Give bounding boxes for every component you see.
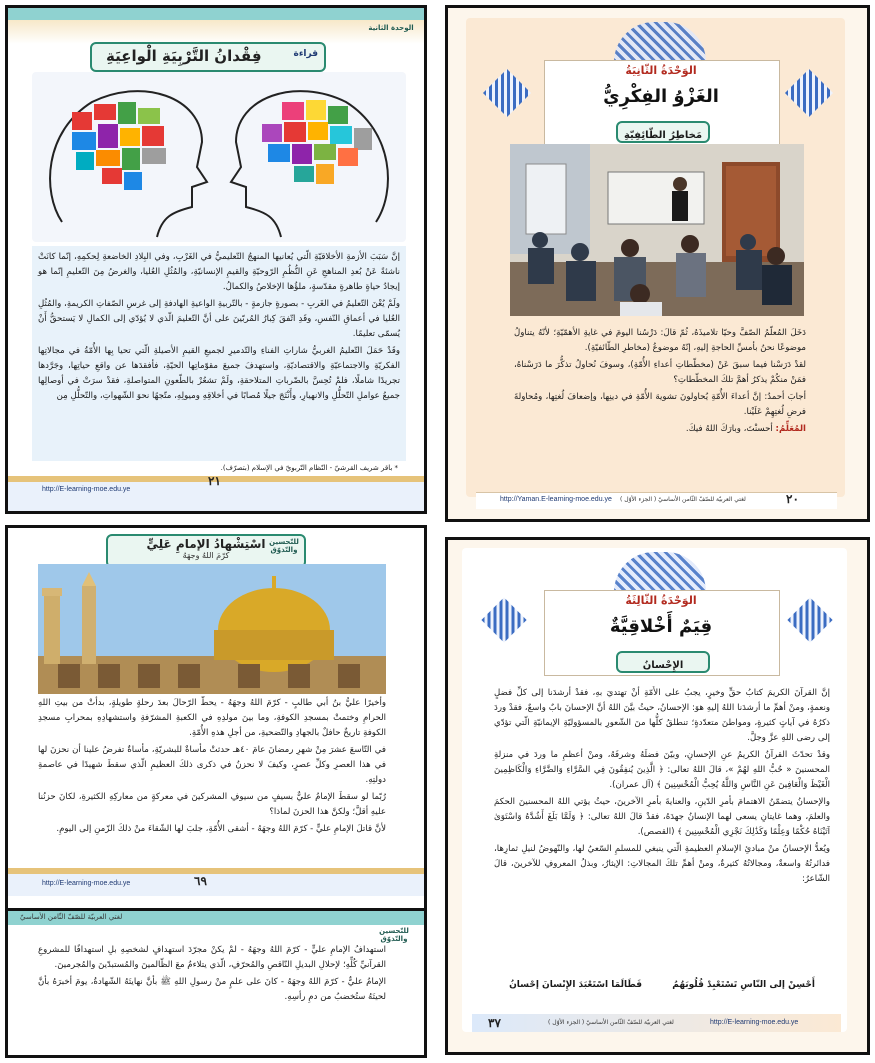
teacher-label: المُعَلِّمُ:	[775, 424, 806, 434]
paragraph: إنَّ سَبَبَ الأزمةِ الأخلاقيّةِ الّتي يُعانيها المنهجُ التّعليميُّ في الغَرْبِ، وفي البِلادِ الخاضعةِ لِحكمِهِ، إنّما كانَتْ ناشئةً عَنْ بُعدِ المناهجِ عَنِ النُّظُمِ الرّوحيّةِ والقيمِ الإنسانيّةِ، والمُثُلِ العُليا، والغرضُ مِنَ التّعليمِ إنّما هو إيجادُ حياةٍ طاهرةٍ مقدّسةٍ، ملؤُها الإخلاصُ والكمالُ.	[38, 252, 400, 292]
verse-first-half: أَحْسِنْ إلى النّاسِ تَسْتَعْبِدْ قُلُوبَهُمُ	[672, 980, 815, 990]
page-unit-two-intellectual-invasion	[445, 5, 870, 522]
header-band	[8, 20, 424, 44]
page-title-honorific: كرّمَ اللهُ وجهَهُ	[182, 551, 230, 560]
unit-corner-label: الوحدة الثانية	[368, 24, 414, 32]
section-tag: للتّحسين والتّذوّق	[269, 538, 299, 554]
paragraph: والإحسانُ يتضمّنُ الاهتمامَ بأمرِ الدّينِ، والعنايةَ بأمرِ الآخرينَ، حيثُ يؤتي اللهُ المحسنينَ الحكمَ والعلمَ، وهما غايتانِ يسعى لهما الإنسانُ جهدَهُ، فقدْ قالَ اللهُ تعالى: ﴿ وَلَمَّا بَلَغَ أَشُدَّهُ وَاسْتَوَىٰ آتَيْنَاهُ حُكْمًا وَعِلْمًا وَكَذَٰلِكَ نَجْزِي الْمُحْسِنِينَ ﴾ (القصص).	[494, 797, 830, 837]
paragraph: لأنَّ قاتلَ الإمامِ عليٍّ - كرّمَ اللهُ وجهَهُ - أشقى الأُمّةِ، جلبَ لها الشّقاءَ منْ ذلكَ الزّمنِ إلى اليومِ.	[56, 824, 386, 834]
paragraph: إنَّ القرآنَ الكريمَ كتابُ حقٍّ وخيرٍ، يجبُ على الأُمّةِ أنْ تهتديَ بهِ، فقدْ أرشدَنا إلى كلِّ فضلٍ ونعمةٍ، ومنْ أهمِّ ما أرشدَنا اللهُ إليهِ هوَ: الإحسانُ، حيثُ بيَّنَ اللهُ أنَّ الإحسانَ بابٌ واسعٌ، فقدْ وردَ ذكرُهُ في آياتٍ كثيرةٍ، ومواطنَ متعدّدةٍ؛ تنطلقُ كلُّها منَ الشّعورِ بالمسؤوليّةِ الإيمانيّةِ الّتي تؤدّي إلى رضى اللهِ عزَّ وجلَّ.	[494, 688, 830, 743]
top-band	[8, 8, 424, 20]
paragraph: وأخيرًا عليُّ بنُ أبي طالبٍ - كرّمَ اللهُ وجهَهُ - يحطُّ الرّحالَ بعدَ رحلةٍ طويلةٍ، بدأتْ من بيتِ اللهِ الحرامِ وختمتْ بمسجدِ الكوفةِ، وما بينَ مولدِهِ في الكعبةِ المشرّفةِ واستشهادِهِ بمحرابِ مسجدِ الكوفةِ تاريخٌ حافلٌ بالجهادِ والتّضحيةِ، من أجلِ هذهِ الأُمّةِ.	[38, 698, 386, 738]
lesson-body	[514, 326, 806, 439]
paragraph: وقَدْ حَمَلَ التّعليمُ الغربيُّ شاراتِ الفناءِ والتّدميرِ لجميعِ القيمِ الأصيلةِ الّتي تحيا بِها الأُمّةُ في مجالاتِها الفكريّةِ والاجتماعيّةِ والاقتصاديّةِ، واستهدفَ جميعَ مقوّماتِها الحيّةِ، فأفقدَها عن واقعِ حياتِها، وجَرَّدها تجريدًا شاملًا، فلمْ تُحِسَّ بالضّرباتِ المتلاحقةِ، ولَمْ تشعُرْ بالطّعونِ المتواصلةِ، فقدْ سرَتْ في أوصالِها جميعُ عواملِ التّحلُّلِ والانهيارِ، وأَنْتَجَ جيلًا مُصابًا في أخلاقِهِ وميولِهِ، متّجهًا نحوَ الشّهواتِ، والتّحلُّلِ مِن	[38, 346, 400, 401]
continuation-header: لغتي العربيّة للصّفّ الثّامن الأساسيّ	[20, 913, 123, 921]
story-body	[38, 696, 386, 864]
footer-url[interactable]: http://Yaman.E-learning-moe.edu.ye	[500, 496, 612, 503]
classroom-photo-svg	[510, 144, 804, 316]
verse-second-half: فَطَالَمَا اسْتَعْبَدَ الإِنْسانَ إحْسانُ	[509, 980, 643, 990]
paragraph: استهدافُ الإمامِ عليٍّ - كرّمَ اللهُ وجهَهُ - لمْ يكنْ مجرّدَ استهدافٍ لشخصِهِ بلِ استهدافًا للمشروعِ القرآنيِّ كُلِّهِ؛ لإحلالِ البديلِ النّاقصِ والمُحرّفِ، الّذي يتلاءمُ معَ الظّالمينَ والمُستبدّينَ والمُجرمينَ.	[38, 945, 386, 970]
book-label: لغتي العربيّة للصّفّ الثّامن الأساسيّ ( الجزء الأوّل )	[548, 1019, 674, 1026]
reading-badge: قراءة	[293, 49, 318, 59]
paragraph: في التّاسعَ عشرَ مِنْ شهرِ رمضانَ عامَ ٤٠هـ حدثتْ مأساةٌ للبشريّةِ، مأساةٌ تفرضُ علينا أن نحزنَ لها في هذا العصرِ وكلِّ عصرٍ، وكيفَ لا نحزنُ في ذكرى ذلكَ العظيمِ الّذي سقطَ شهيدًا في عاصمةِ دولتِهِ.	[38, 745, 386, 785]
footnote: * باقر شريف القرشيّ - النّظام التّربويّ في الإسلام (بتصرّف).	[220, 464, 398, 472]
page-title: اسْتِشْهادُ الإمامِ عَلِيٍّ	[146, 537, 266, 551]
footer-url[interactable]: http://E-learning-moe.edu.ye	[710, 1019, 799, 1026]
classroom-photo	[510, 144, 804, 316]
heads-puzzle-svg	[32, 72, 406, 242]
page-number: ٢١	[208, 474, 221, 488]
teacher-reply: أحسنْتَ، وبارَكَ اللهُ فيكَ.	[685, 424, 773, 434]
paragraph: دَخَلَ المُعلّمُ الصّفَّ وحيّا تلاميذَهُ، ثُمّ قالَ: دَرْسُنا اليومَ في غايةِ الأهمّيّةِ؛ لأنّهُ يتناولُ موضوعًا نحنُ بأمسِّ الحاجةِ إليهِ، إنّهُ موضوعُ (مخاطرِ الطّائفيّةِ).	[514, 328, 806, 353]
title-box	[90, 42, 326, 72]
subtitle-box	[616, 651, 710, 673]
unit-subtitle: الإِحْسانُ	[642, 660, 684, 671]
unit-label: الوَحْدَةُ الثّانِيَةُ	[625, 64, 697, 77]
continuation-tag: للتّحسين والتّذوّق	[379, 927, 409, 943]
paragraph: رُبّما لو سقطَ الإمامُ عليٌّ بسيفٍ من سيوفِ المشركينَ في معركةٍ من معاركِهِ الكثيرةِ، لكانَ حزنُنا عليهِ أقلَّ؛ ولكنَّ هذا الحزنَ لماذا؟	[38, 792, 386, 817]
paragraph: وقدْ تحدّثَ القرآنُ الكريمُ عنِ الإحسانِ، وبيّنَ فضلَهُ وشرفَهُ، ومنْ أعظمِ ما وردَ في منزلةِ المحسنينَ « حُبُّ اللهِ لهُمْ »، قالَ اللهُ تعالى: ﴿ الَّذِينَ يُنفِقُونَ فِي السَّرَّاءِ وَالضَّرَّاءِ وَالْكَاظِمِينَ الْغَيْظَ وَالْعَافِينَ عَنِ النَّاسِ وَاللَّهُ يُحِبُّ الْمُحْسِنِينَ ﴾ (آل عمران).	[494, 750, 830, 790]
unit-title: الغَزْوُ الفِكْرِيُّ	[603, 86, 719, 107]
footer-url[interactable]: http://E-learning-moe.edu.ye	[42, 486, 131, 493]
shrine-photo	[38, 564, 386, 694]
continuation-fragment	[8, 908, 424, 1055]
book-label: لغتي العربيّة للصّفّ الثّامن الأساسيّ ( الجزء الأوّل )	[620, 496, 746, 503]
paragraph: لقدْ دَرَسْنا فيما سبقَ عَنْ (مخطّطاتِ أعداءِ الأُمّةِ)، وسوفَ نُحاولُ تذكُّرَ ما دَرَسْناهُ، فمَنْ منكُمْ يذكرُ أهمَّ تلكَ المخطّطاتِ؟	[514, 360, 806, 385]
footer-url[interactable]: http://E-learning-moe.edu.ye	[42, 880, 131, 887]
reading-body	[32, 246, 406, 461]
unit-subtitle: مَخاطِرُ الطّائِفِيّةِ	[623, 130, 703, 141]
page-title: فِقْدانُ التَّرْبِيَةِ الْواعِيَةِ	[106, 47, 262, 65]
shrine-photo-svg	[38, 564, 386, 694]
lesson-body	[494, 686, 830, 976]
heads-puzzle-illustration	[32, 72, 406, 242]
page-number: ٢٠	[786, 492, 799, 506]
paragraph: الإمامُ عليٌّ - كرّمَ اللهُ وجهَهُ - كانَ على علمٍ منْ رسولِ اللهِ ﷺ بأنَّ نهايتَهُ الشّهادةُ، يومَ أخبرَهُ بأنَّ لحيتَهُ ستُخضبُ من دمِ رأسِهِ.	[38, 977, 386, 1002]
page-unit-three-moral-values	[445, 537, 870, 1055]
page-martyrdom-imam-ali	[5, 525, 427, 1058]
paragraph: أجابَ أحمدُ: إنَّ أعداءَ الأُمّةِ يُحاولونَ تشويهَ الأُمّةِ في دينِها، وإضعافَ لُغتِها، ومُحاولةَ فرضِ لُغتِهِمْ عَلَيْنا.	[514, 392, 806, 417]
page-number: ٣٧	[488, 1016, 501, 1030]
page-number: ٦٩	[194, 874, 207, 888]
continuation-body	[38, 943, 386, 1055]
unit-title: قِيَمٌ أَخْلاقِيَّةٌ	[609, 616, 713, 637]
poem-verse	[494, 980, 830, 990]
teacher-line	[514, 422, 806, 437]
subtitle-box	[616, 121, 710, 143]
paragraph: ولَمْ يُعْنَ التّعليمُ في الغَربِ - بصورةٍ جازمةٍ - بالتّربيةِ الواعيةِ الهادفةِ إلى غرسِ الصّفاتِ الكريمةِ، والمُثُلِ العُليا في أعماقِ النّفسِ، وقَدِ اتّفقَ كِبارُ المُربّينَ على أنَّ التّعليمَ الّذي لا يُؤدّي إلى الكمالِ لا يَستحقُّ أَنْ يُسمّى تعليمًا.	[38, 299, 400, 339]
unit-label: الوَحْدَةُ الثّالِثَةُ	[625, 594, 697, 607]
paragraph: ويُعدُّ الإحسانُ منْ مبادئِ الإسلامِ العظيمةِ الّتي ينبغي للمسلمِ السّعيُ لها، والنّهوضُ لنيلِ ثمارِها، فدائرتُهُ واسعةٌ، ومجالاتُهُ كثيرةٌ، ومنْ أهمِّ تلكَ المجالاتِ: الإيثارُ، وبذلُ المعروفِ للآخرينَ، قالَ الشّاعرُ:	[494, 844, 830, 884]
page-reading-loss-of-education	[5, 5, 427, 514]
